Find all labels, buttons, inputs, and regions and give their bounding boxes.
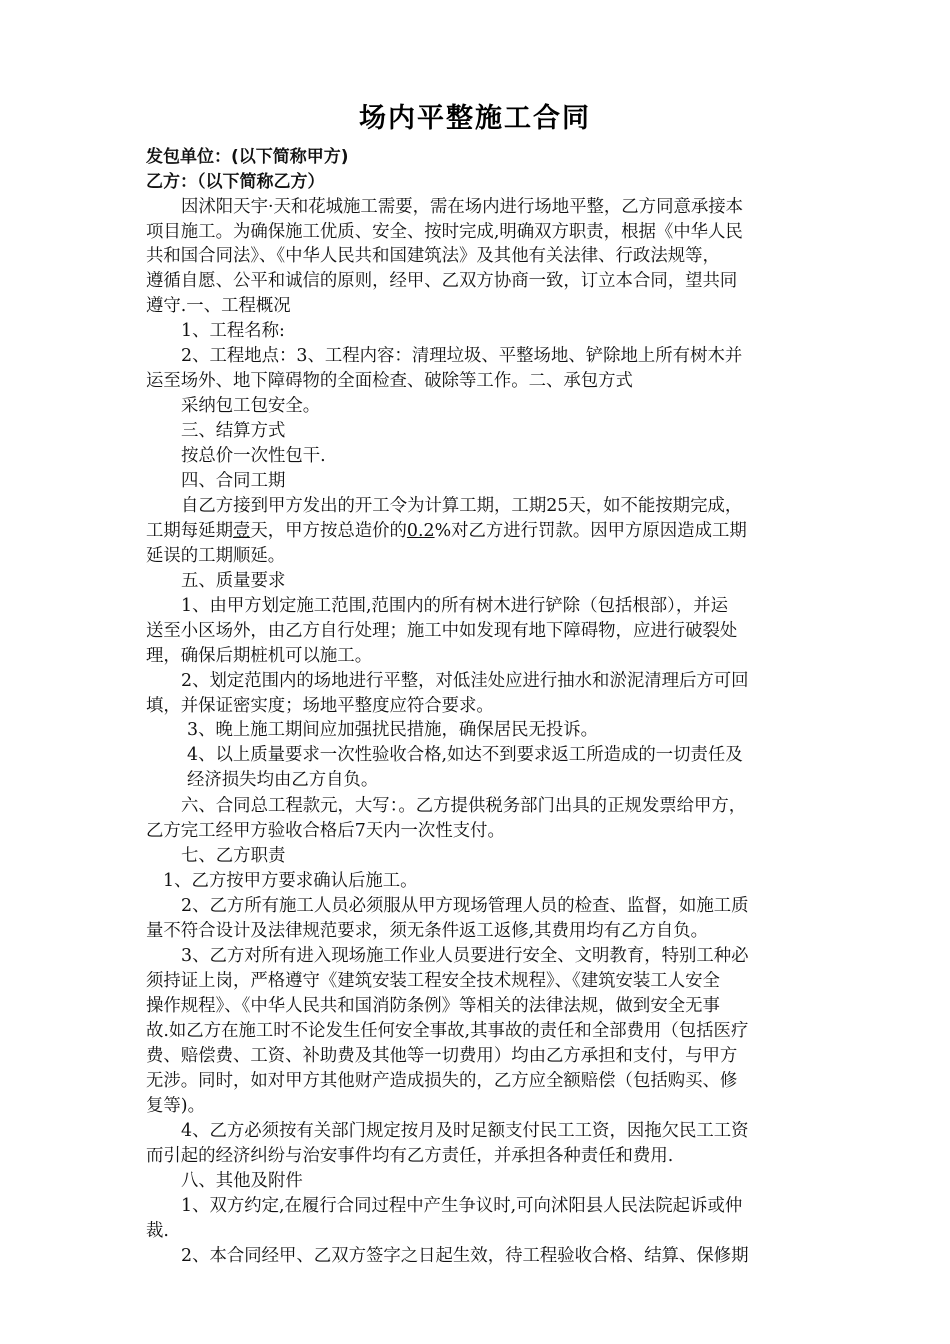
body-line: 采纳包工包安全。 — [181, 396, 321, 416]
section-heading: 四、合同工期 — [181, 471, 286, 491]
penalty-text-2: 天，甲方按总造价的 — [250, 521, 407, 541]
document-title: 场内平整施工合同 — [359, 103, 591, 134]
body-line: 4、以上质量要求一次性验收合格,如达不到要求返工所造成的一切责任及 — [187, 745, 743, 765]
body-line: 2、工程地点：3、工程内容：清理垃圾、平整场地、铲除地上所有树木并 — [181, 346, 743, 366]
body-line: 乙方完工经甲方验收合格后7天内一次性支付。 — [146, 821, 505, 841]
body-line: 4、乙方必须按有关部门规定按月及时足额支付民工工资，因拖欠民工工资 — [181, 1121, 749, 1141]
body-line: 须持证上岗，严格遵守《建筑安装工程安全技术规程》、《建筑安装工人安全 — [146, 971, 720, 991]
body-line: 故.如乙方在施工时不论发生任何安全事故,其事故的责任和全部费用（包括医疗 — [146, 1021, 749, 1041]
body-line: 运至场外、地下障碍物的全面检查、破除等工作。二、承包方式 — [146, 371, 633, 391]
body-line: 3、晚上施工期间应加强扰民措施，确保居民无投诉。 — [187, 720, 599, 740]
body-line: 1、工程名称: — [181, 321, 285, 341]
section-heading: 八、其他及附件 — [181, 1171, 303, 1191]
body-line: 1、乙方按甲方要求确认后施工。 — [163, 871, 418, 891]
penalty-days: 壹 — [232, 521, 251, 541]
body-line: 2、本合同经甲、乙双方签字之日起生效，待工程验收合格、结算、保修期 — [181, 1246, 749, 1266]
section-heading: 三、结算方式 — [181, 421, 286, 441]
body-line: 操作规程》、《中华人民共和国消防条例》等相关的法律法规，做到安全无事 — [146, 996, 720, 1016]
body-line: 遵循自愿、公平和诚信的原则，经甲、乙双方协商一致，订立本合同，望共同 — [146, 271, 738, 291]
body-line: 按总价一次性包干. — [181, 446, 326, 466]
penalty-text-3: %对乙方进行罚款。因甲方原因造成工期 — [434, 521, 747, 541]
penalty-line — [146, 519, 747, 543]
body-line: 费、赔偿费、工资、补助费及其他等一切费用）均由乙方承担和支付，与甲方 — [146, 1046, 738, 1066]
body-line: 无涉。同时，如对甲方其他财产造成损失的，乙方应全额赔偿（包括购买、修 — [146, 1071, 738, 1091]
body-line: 复等)。 — [146, 1096, 205, 1116]
section-heading: 五、质量要求 — [181, 571, 286, 591]
body-line: 而引起的经济纠纷与治安事件均有乙方责任，并承担各种责任和费用. — [146, 1146, 674, 1166]
body-line: 因沭阳天宇·天和花城施工需要，需在场内进行场地平整，乙方同意承接本 — [181, 197, 744, 217]
body-line: 量不符合设计及法律规范要求，须无条件返工返修,其费用均有乙方自负。 — [146, 921, 709, 941]
body-line: 经济损失均由乙方自负。 — [187, 770, 379, 790]
body-line: 理，确保后期桩机可以施工。 — [146, 646, 373, 666]
body-line: 项目施工。为确保施工优质、安全、按时完成,明确双方职责，根据《中华人民 — [146, 222, 743, 242]
penalty-text-1: 工期每延期 — [146, 521, 233, 541]
section-heading: 七、乙方职责 — [181, 846, 286, 866]
body-line: 六、合同总工程款元，大写：。乙方提供税务部门出具的正规发票给甲方， — [181, 796, 747, 816]
party-b-heading: 乙方：（以下简称乙方） — [146, 172, 325, 192]
body-line: 2、划定范围内的场地进行平整，对低洼处应进行抽水和淤泥清理后方可回 — [181, 671, 749, 691]
body-line: 共和国合同法》、《中华人民共和国建筑法》及其他有关法律、行政法规等， — [146, 246, 720, 266]
body-line: 填，并保证密实度；场地平整度应符合要求。 — [146, 696, 494, 716]
body-line: 遵守.一、工程概况 — [146, 296, 291, 316]
body-line: 自乙方接到甲方发出的开工令为计算工期，工期25天，如不能按期完成， — [181, 496, 743, 516]
body-line: 延误的工期顺延。 — [146, 546, 286, 566]
penalty-rate: 0.2 — [406, 521, 435, 541]
body-line: 3、乙方对所有进入现场施工作业人员要进行安全、文明教育，特别工种必 — [181, 946, 749, 966]
body-line: 送至小区场外，由乙方自行处理；施工中如发现有地下障碍物，应进行破裂处 — [146, 621, 738, 641]
body-line: 1、由甲方划定施工范围,范围内的所有树木进行铲除（包括根部），并运 — [181, 596, 729, 616]
party-a-heading: 发包单位：(以下简称甲方) — [146, 147, 349, 167]
body-line: 裁. — [146, 1221, 169, 1241]
body-line: 2、乙方所有施工人员必须服从甲方现场管理人员的检查、监督，如施工质 — [181, 896, 749, 916]
body-line: 1、双方约定,在履行合同过程中产生争议时,可向沭阳县人民法院起诉或仲 — [181, 1196, 743, 1216]
